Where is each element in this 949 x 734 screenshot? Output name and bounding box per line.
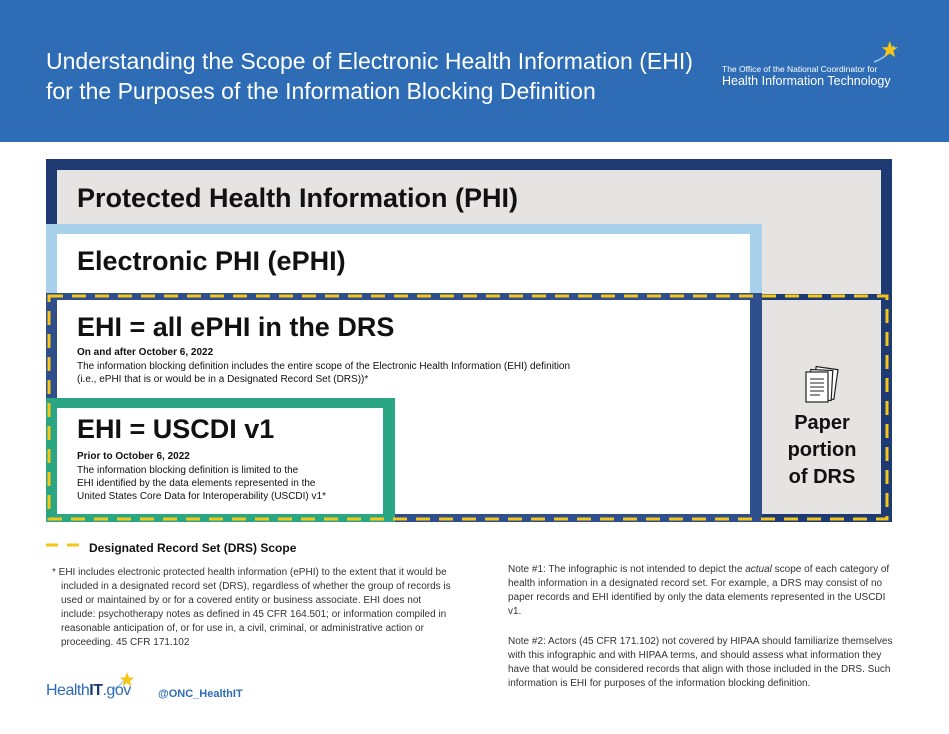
- paper-label-line-3: of DRS: [788, 466, 856, 488]
- footnote: * EHI includes electronic protected health information (ePHI) to the extent that it would be included in a designated record set (DRS), regardless of whether the group of records is used or maintained by or for a covered entity or business associate. EHI does not include: psychotherapy notes as defined in 45 CFR 164.501; or information compiled in reasonable anticipation of, or for use in, a civil, criminal, or administrative action or proceeding. 45 CFR 171.102: [52, 567, 451, 648]
- onc-logo-small-text: The Office of the National Coordinator for: [722, 64, 878, 74]
- title-line-2: for the Purposes of the Information Blocking Definition: [46, 78, 596, 104]
- phi-title: Protected Health Information (PHI): [77, 183, 519, 213]
- healthit-gov-logo: [46, 672, 150, 708]
- paper-label-line-1: Paper: [794, 412, 850, 434]
- note-1-text-start: Note #1: The infographic is not intended to depict the: [508, 564, 746, 575]
- note-2: Note #2: Actors (45 CFR 171.102) not covered by HIPAA should familiarize themselves with this infographic and with HIPAA terms, and should assess what information they have that would be considered records that align with those included in the DRS. Such information is EHI for purposes of the information blocking definition.: [508, 636, 893, 689]
- uscdi-description: [77, 464, 377, 503]
- ehi-description-line-2: (i.e., ePHI that is or would be in a Designated Record Set (DRS))*: [77, 374, 369, 385]
- healthit-health-text: Health: [46, 682, 90, 699]
- ehi-description: [77, 360, 677, 386]
- ehi-title: EHI = all ePHI in the DRS: [77, 312, 395, 342]
- documents-icon: [800, 364, 842, 406]
- ehi-description-line-1: The information blocking definition includes the entire scope of the Electronic Health Information (EHI) definition: [77, 361, 571, 372]
- paper-portion-label: [762, 410, 882, 491]
- note-1-emphasis: actual: [745, 564, 772, 575]
- healthit-wordmark: [46, 682, 131, 700]
- uscdi-date: Prior to October 6, 2022: [77, 451, 190, 462]
- note-1-text-end: scope of each category of health information in a designated record set. For example, a DRS may consist of no paper records and EHI identified by only the data elements represented in the USCDI v1.: [508, 564, 890, 617]
- ephi-title: Electronic PHI (ePHI): [77, 246, 346, 276]
- healthit-it-text: IT: [89, 682, 103, 699]
- uscdi-description-line-1: The information blocking definition is limited to the: [77, 465, 299, 476]
- uscdi-description-line-3: United States Core Data for Interoperability (USCDI) v1*: [77, 491, 326, 502]
- drs-legend-label: Designated Record Set (DRS) Scope: [89, 541, 297, 555]
- onc-logo-name: Health Information Technology: [722, 74, 891, 88]
- note-1: [508, 563, 898, 619]
- drs-legend-swatch: [46, 541, 80, 549]
- paper-label-line-2: portion: [787, 439, 857, 461]
- twitter-handle[interactable]: @ONC_HealthIT: [158, 688, 243, 700]
- uscdi-title: EHI = USCDI v1: [77, 414, 275, 444]
- title-line-1: Understanding the Scope of Electronic Health Information (EHI): [46, 48, 693, 74]
- uscdi-description-line-2: EHI identified by the data elements represented in the: [77, 478, 316, 489]
- ehi-date: On and after October 6, 2022: [77, 347, 214, 358]
- healthit-gov-text: .gov: [102, 682, 131, 699]
